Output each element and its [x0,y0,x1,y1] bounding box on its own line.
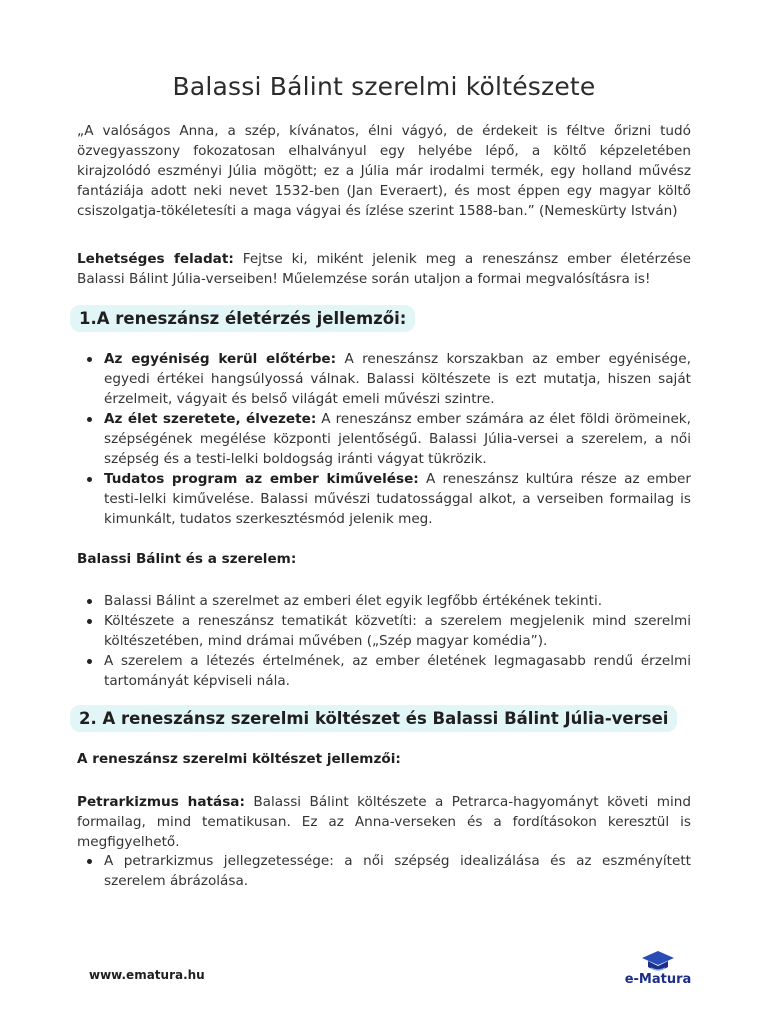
petrarka-label: Petrarkizmus hatása: [77,794,245,810]
task-text: Fejtse ki, miként jelenik meg a reneszánsz ember életérzése Balassi Bálint Júlia-verseiben! Műelemzése során utaljon a formai megvalósításra is! [77,251,691,287]
page-title: Balassi Bálint szerelmi költészete [172,72,596,101]
list-item: Balassi Bálint a szerelmet az emberi élet egyik legfőbb értékének tekinti. [77,591,691,611]
list-item: Költészete a reneszánsz tematikát közvetíti: a szerelem megjelenik mind szerelmi költészetében, mind drámai művében („Szép magyar komédia”). [77,611,691,651]
section-2-subheading: A reneszánsz szerelmi költészet jellemzői: [77,751,401,767]
section-1-list [77,349,691,529]
list-item-label: Az egyéniség kerül előtérbe: [104,351,337,367]
list-item [77,409,691,469]
task-paragraph [77,249,691,289]
list-item-text: A reneszánsz ember számára az élet földi örömeinek, szépségének megélése központi jelentőségű. Balassi Júlia-versei a szerelem, a női szépség és a testi-lelki boldogság iránti vágyat tükrözik. [104,411,691,467]
petrarka-paragraph [77,792,691,852]
petrarka-text: Balassi Bálint költészete a Petrarca-hagyományt követi mind formailag, mind tematikusan. Ez az Anna-verseken és a fordításokon keresztül is megfigyelhető. [77,794,691,850]
section-2-heading: 2. A reneszánsz szerelmi költészet és Balassi Bálint Júlia-versei [70,705,677,732]
section-2-list [77,851,691,891]
subsection-1-list [77,591,691,691]
logo-text: e-Matura [624,972,692,987]
list-item-text: A reneszánsz kultúra része az ember testi-lelki kiművelése. Balassi művészi tudatossággal alkot, a verseiben formailag is kimunkált, tudatos szerkesztésmód jelenik meg. [104,471,691,527]
list-item-label: Az élet szeretete, élvezete: [104,411,317,427]
list-item-label: Tudatos program az ember kiművelése: [104,471,419,487]
list-item [77,469,691,529]
subsection-1-heading: Balassi Bálint és a szerelem: [77,551,297,567]
list-item: A szerelem a létezés értelmének, az ember életének legmagasabb rendű érzelmi tartományát képviseli nála. [77,651,691,691]
list-item [77,349,691,409]
list-item: A petrarkizmus jellegzetessége: a női szépség idealizálása és az eszményített szerelem ábrázolása. [77,851,691,891]
footer-url[interactable]: www.ematura.hu [89,968,205,982]
intro-quote: „A valóságos Anna, a szép, kívánatos, élni vágyó, de érdekeit is féltve őrizni tudó özvegyasszony fokozatosan elhalványul egy helyébe lépő, a költő képzeletében kirajzolódó eszményi Júlia mögött; ez a Júlia már irodalmi termék, egy holland művész fantáziája adott neki nevet 1532-ben (Jan Everaert), és most éppen egy magyar költő csiszolgatja-tökéletesíti a maga vágyai és ízlése szerint 1588-ban.” (Nemeskürty István) [77,123,691,219]
section-1-heading: 1.A reneszánsz életérzés jellemzői: [70,305,415,332]
ematura-logo[interactable] [622,950,694,990]
list-item-text: A reneszánsz korszakban az ember egyénisége, egyedi értékei hangsúlyossá válnak. Balassi költészete is ezt mutatja, hiszen saját érzelmeit, vágyait és belső világát emeli művészi szintre. [104,351,691,407]
graduation-cap-icon [640,950,676,974]
task-label: Lehetséges feladat: [77,251,234,267]
